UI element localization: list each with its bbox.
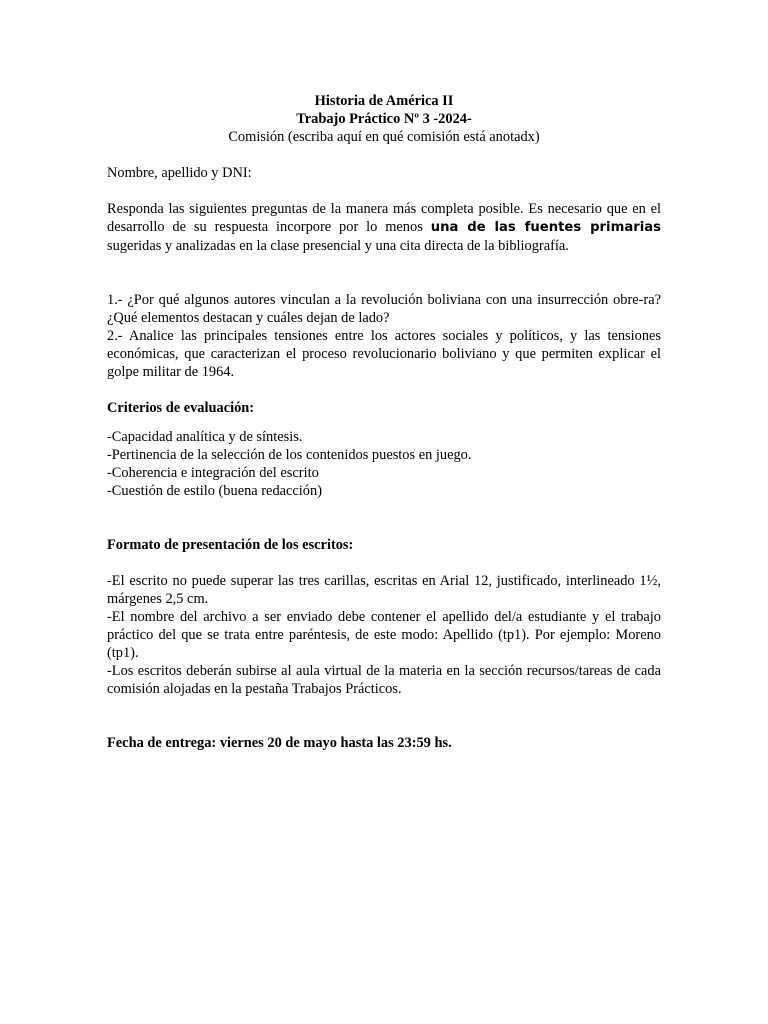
student-name-line: Nombre, apellido y DNI: (107, 165, 252, 181)
format-item: -El nombre del archivo a ser enviado debe contener el apellido del/a estudiante y el trabajo práctico del que se trata entre paréntesis, de este modo: Apellido (tp1). Por ejemplo: Moreno (tp1). (107, 609, 661, 661)
course-title: Historia de América II (314, 93, 454, 109)
question-1: 1.- ¿Por qué algunos autores vinculan a la revolución boliviana con una insurrección obre-ra? ¿Qué elementos destacan y cuáles dejan de lado? (107, 292, 661, 326)
criteria-item: -Cuestión de estilo (buena redacción) (107, 483, 322, 499)
question-2: 2.- Analice las principales tensiones entre los actores sociales y políticos, y las tensiones económicas, que caracterizan el proceso revolucionario boliviano y que permiten explicar el golpe militar de 1964. (107, 328, 661, 380)
instructions-text-1: Responda las siguientes preguntas de la manera más completa posible. Es necesario que en el desarrollo de su respuesta incorpore por lo menos (107, 201, 661, 235)
questions-block (107, 291, 661, 381)
document-page (107, 92, 661, 752)
criteria-heading: Criterios de evaluación: (107, 400, 255, 416)
instructions-paragraph (107, 200, 661, 255)
format-heading: Formato de presentación de los escritos: (107, 537, 354, 553)
criteria-item: -Pertinencia de la selección de los contenidos puestos en juego. (107, 447, 472, 463)
format-item: -El escrito no puede superar las tres carillas, escritas en Arial 12, justificado, interlineado 1½, márgenes 2,5 cm. (107, 573, 661, 607)
criteria-list (107, 428, 661, 500)
criteria-item: -Capacidad analítica y de síntesis. (107, 429, 303, 445)
due-date: Fecha de entrega: viernes 20 de mayo hasta las 23:59 hs. (107, 735, 452, 751)
format-item: -Los escritos deberán subirse al aula virtual de la materia en la sección recursos/tareas de cada comisión alojadas en la pestaña Trabajos Prácticos. (107, 663, 661, 697)
instructions-bold-text: una de las fuentes primarias (430, 220, 661, 235)
assignment-title: Trabajo Práctico Nº 3 -2024- (296, 111, 472, 127)
commission-line: Comisión (escriba aquí en qué comisión está anotadx) (228, 129, 540, 145)
instructions-text-2: sugeridas y analizadas en la clase presencial y una cita directa de la bibliografía. (107, 238, 569, 254)
format-list (107, 572, 661, 698)
criteria-item: -Coherencia e integración del escrito (107, 465, 319, 481)
